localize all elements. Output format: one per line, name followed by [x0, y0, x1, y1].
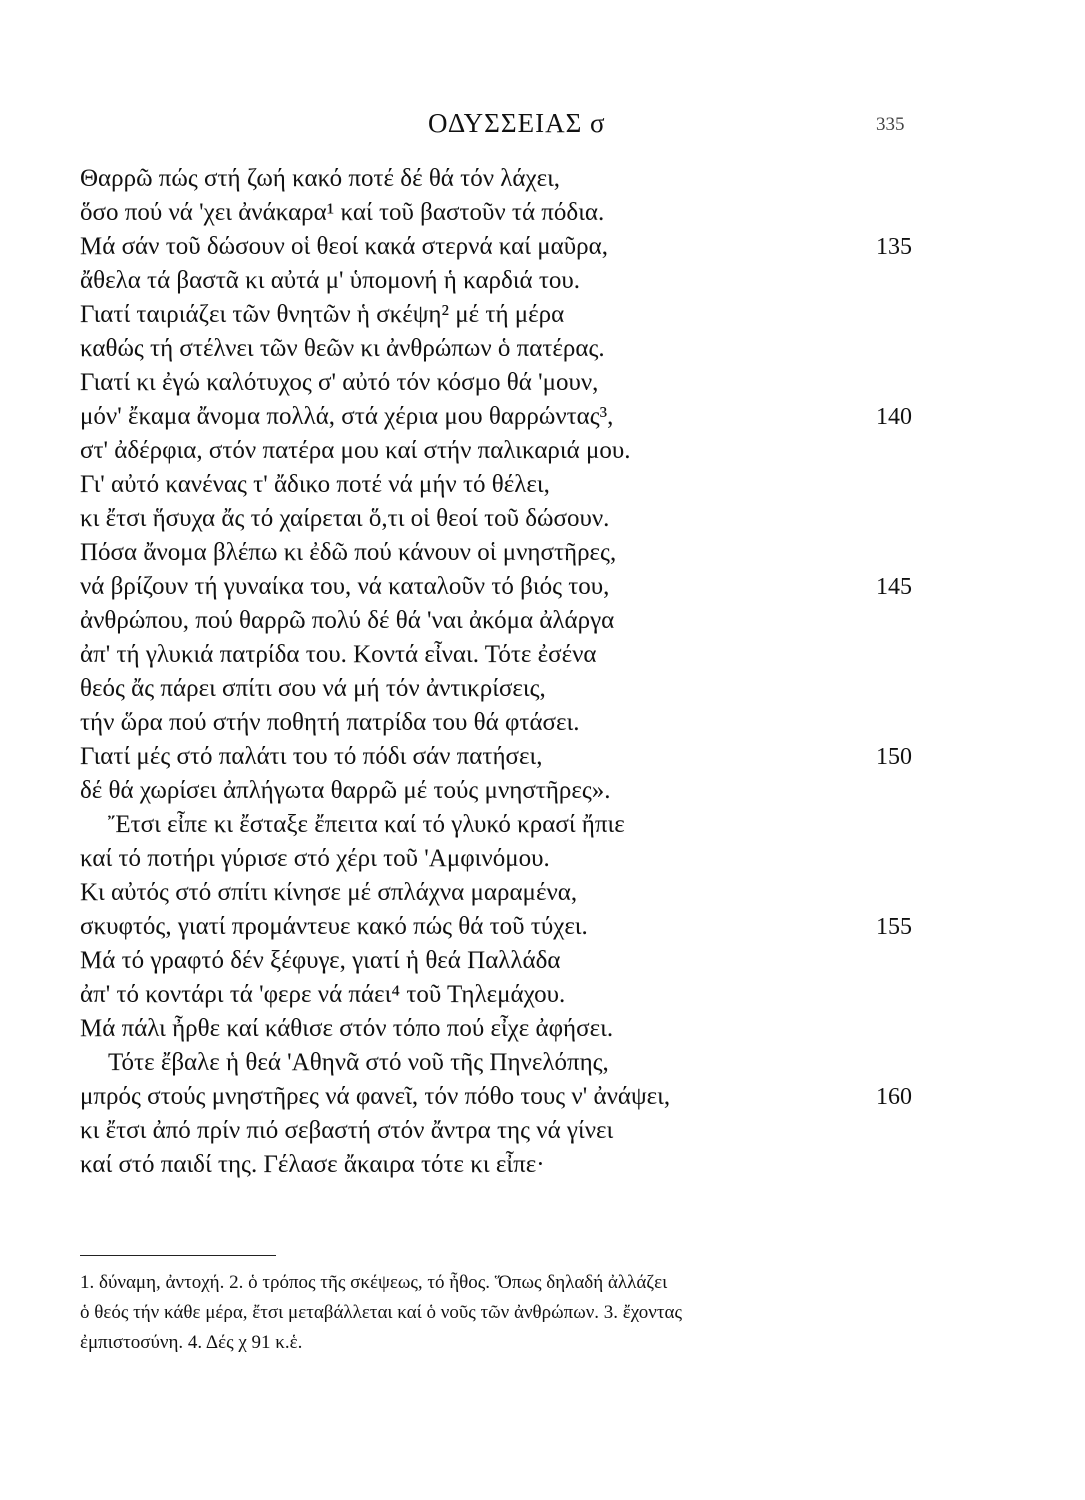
verse-text: μπρός στούς μνηστῆρες νά φανεῖ, τόν πόθο τους ν' ἀνάψει, [80, 1083, 671, 1110]
verse-text: Κι αὐτός στό σπίτι κίνησε μέ σπλάχνα μαραμένα, [80, 879, 578, 906]
verse-text: Πόσα ἄνομα βλέπω κι ἐδῶ πού κάνουν οἱ μνηστῆρες, [80, 539, 617, 566]
verse-line [0, 196, 1085, 230]
verse-line [0, 366, 1085, 400]
verse-line [0, 1046, 1085, 1080]
verse-line [0, 774, 1085, 808]
verse-text: στ' ἀδέρφια, στόν πατέρα μου καί στήν παλικαριά μου. [80, 437, 631, 464]
verse-text: δέ θά χωρίσει ἀπλήγωτα θαρρῶ μέ τούς μνηστῆρες». [80, 777, 611, 804]
verse-line [0, 638, 1085, 672]
verse-line [0, 570, 1085, 604]
footnotes [80, 1268, 915, 1358]
verse-line [0, 910, 1085, 944]
verse-block [0, 162, 1085, 1182]
verse-line [0, 808, 1085, 842]
verse-text: τήν ὥρα πού στήν ποθητή πατρίδα του θά φτάσει. [80, 709, 580, 736]
verse-text: Μά τό γραφτό δέν ξέφυγε, γιατί ἡ θεά Παλλάδα [80, 947, 561, 974]
verse-text: καί στό παιδί της. Γέλασε ἄκαιρα τότε κι εἶπε· [80, 1151, 545, 1178]
verse-text: Θαρρῶ πώς στή ζωή κακό ποτέ δέ θά τόν λάχει, [80, 165, 561, 192]
verse-line [0, 332, 1085, 366]
verse-text: Μά σάν τοῦ δώσουν οἱ θεοί κακά στερνά καί μαῦρα, [80, 233, 608, 260]
verse-line [0, 1080, 1085, 1114]
line-number: 155 [876, 914, 912, 940]
verse-line [0, 604, 1085, 638]
line-number: 150 [876, 744, 912, 770]
footnote-line: ὁ θεός τήν κάθε μέρα, ἔτσι μεταβάλλεται καί ὁ νοῦς τῶν ἀνθρώπων. 3. ἔχοντας [80, 1302, 683, 1323]
running-title: ΟΔΥΣΣΕΙΑΣ σ [428, 108, 606, 138]
verse-text: ἀπ' τή γλυκιά πατρίδα του. Κοντά εἶναι. Τότε ἐσένα [80, 641, 597, 668]
verse-text: θεός ἄς πάρει σπίτι σου νά μή τόν ἀντικρίσεις, [80, 675, 546, 702]
footnote-line: 1. δύναμη, ἀντοχή. 2. ὁ τρόπος τῆς σκέψεως, τό ἦθος. Ὅπως δηλαδή ἀλλάζει [80, 1272, 668, 1293]
line-number: 145 [876, 574, 912, 600]
verse-text: Γιατί μές στό παλάτι του τό πόδι σάν πατήσει, [80, 743, 543, 770]
verse-text: Γιατί κι ἐγώ καλότυχος σ' αὐτό τόν κόσμο θά 'μουν, [80, 369, 599, 396]
verse-line [0, 536, 1085, 570]
line-number: 135 [876, 234, 912, 260]
verse-text: μόν' ἔκαμα ἄνομα πολλά, στά χέρια μου θαρρώντας³, [80, 403, 614, 430]
verse-line [0, 876, 1085, 910]
verse-text: νά βρίζουν τή γυναίκα του, νά καταλοῦν τό βιός του, [80, 573, 610, 600]
verse-line [0, 298, 1085, 332]
verse-text: ὅσο πού νά 'χει ἀνάκαρα¹ καί τοῦ βαστοῦν τά πόδια. [80, 199, 605, 226]
verse-line [0, 468, 1085, 502]
verse-text: κι ἔτσι ἥσυχα ἄς τό χαίρεται ὅ,τι οἱ θεοί τοῦ δώσουν. [80, 505, 610, 532]
verse-text: κι ἔτσι ἀπό πρίν πιό σεβαστή στόν ἄντρα της νά γίνει [80, 1117, 614, 1144]
verse-line [0, 706, 1085, 740]
verse-line [0, 434, 1085, 468]
verse-line [0, 672, 1085, 706]
verse-text: ἀνθρώπου, πού θαρρῶ πολύ δέ θά 'ναι ἀκόμα ἀλάργα [80, 607, 615, 634]
verse-line [0, 230, 1085, 264]
verse-line [0, 400, 1085, 434]
verse-text: ἄθελα τά βαστᾶ κι αὐτά μ' ὑπομονή ἡ καρδιά του. [80, 267, 581, 294]
verse-text: καθώς τή στέλνει τῶν θεῶν κι ἀνθρώπων ὁ πατέρας. [80, 335, 605, 362]
line-number: 160 [876, 1084, 912, 1110]
line-number: 140 [876, 404, 912, 430]
verse-line [0, 842, 1085, 876]
verse-text: ἀπ' τό κοντάρι τά 'φερε νά πάει⁴ τοῦ Τηλεμάχου. [80, 981, 566, 1008]
verse-text: Γι' αὐτό κανένας τ' ἄδικο ποτέ νά μήν τό θέλει, [80, 471, 550, 498]
verse-line [0, 1148, 1085, 1182]
verse-line [0, 502, 1085, 536]
verse-line [0, 978, 1085, 1012]
verse-line [0, 1114, 1085, 1148]
verse-text: καί τό ποτήρι γύρισε στό χέρι τοῦ 'Αμφινόμου. [80, 845, 550, 872]
verse-line [0, 944, 1085, 978]
footnote-separator [80, 1255, 276, 1256]
verse-text: Γιατί ταιριάζει τῶν θνητῶν ἡ σκέψη² μέ τή μέρα [80, 301, 565, 328]
verse-text: Ἔτσι εἶπε κι ἔσταξε ἔπειτα καί τό γλυκό κρασί ἤπιε [108, 811, 625, 838]
verse-line [0, 264, 1085, 298]
footnote-line: ἐμπιστοσύνη. 4. Δές χ 91 κ.ἑ. [80, 1332, 303, 1353]
page-number: 335 [876, 114, 905, 135]
verse-line [0, 1012, 1085, 1046]
page-header [0, 108, 1085, 148]
verse-line [0, 162, 1085, 196]
verse-text: σκυφτός, γιατί προμάντευε κακό πώς θά τοῦ τύχει. [80, 913, 588, 940]
verse-text: Μά πάλι ἦρθε καί κάθισε στόν τόπο πού εἶχε ἀφήσει. [80, 1015, 614, 1042]
verse-line [0, 740, 1085, 774]
verse-text: Τότε ἔβαλε ἡ θεά 'Αθηνᾶ στό νοῦ τῆς Πηνελόπης, [108, 1049, 609, 1076]
